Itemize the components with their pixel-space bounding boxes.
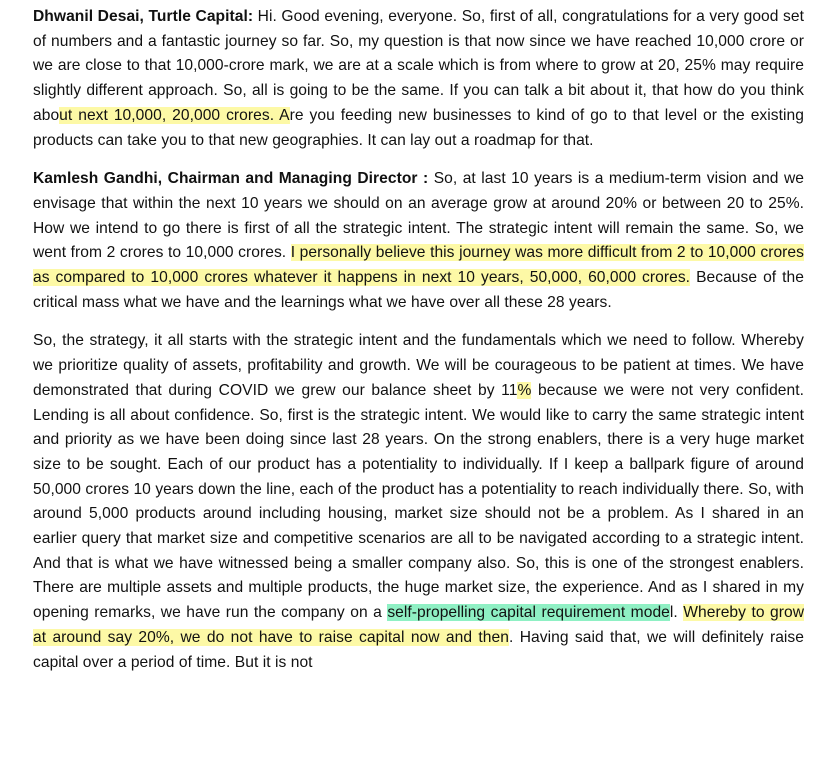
transcript-paragraph-question [33,5,804,153]
speaker-name: Kamlesh Gandhi, Chairman and Managing Director : [33,170,429,188]
speaker-name: Dhwanil Desai, Turtle Capital: [33,8,254,25]
yellow-highlight: I personally believe this journey was more difficult from 2 to 10,000 crores as compared to 10,000 crores whatever it happens in next 10 years, 50,000, 60,000 crores. [33,244,804,287]
transcript-paragraph-continuation [33,329,804,675]
transcript-text: re you feeding new businesses to kind of go to that level or the existing products can take you to that new geographies. It can lay out a roadmap for that. [33,106,804,149]
transcript-text: So, the strategy, it all starts with the strategic intent and the fundamentals which we need to follow. Whereby we prioritize quality of assets, profitability and growth. We will be courageous to be patient at times. We have demonstrated that during COVID we grew our balance sheet by 11 [33,332,804,399]
yellow-highlight: Whereby to grow at around say 20%, we do not have to raise capital now and then [33,604,805,646]
transcript-page [33,5,804,689]
transcript-text: l. [669,604,684,622]
yellow-highlight: % [517,381,532,399]
transcript-text: So, at last 10 years is a medium-term vision and we envisage that within the next 10 years we should on an average grow at around 20% or between 20 to 25%. How we intend to go there is first of all the strategic intent. The strategic intent will remain the same. So, we went from 2 crores to 10,000 crores. [33,170,804,262]
transcript-text: Because of the critical mass what we have and the learnings what we have over all these 28 years. [33,269,804,311]
transcript-text: . Having said that, we will definitely raise capital over a period of time. But it is not [33,628,805,671]
green-highlight: self-propelling capital requirement mode [387,604,670,622]
yellow-highlight: ut next 10,000, 20,000 crores. A [59,106,290,124]
transcript-text: Hi. Good evening, everyone. So, first of all, congratulations for a very good set of numbers and a fantastic journey so far. So, my question is that now since we have reached 10,000 crore or we are close to that 10,000-crore mark, we are at a scale which is from where to grow at 20, 25% may require slightly different approach. So, all is going to be the same. If you can talk a bit about it, that how do you think abo [33,8,804,124]
transcript-text: because we were not very confident. Lending is all about confidence. So, first is the strategic intent. We would like to carry the same strategic intent and priority as we have been doing since last 28 years. On the strong enablers, there is a very huge market size to be sought. Each of our product has a potentiality to individually. If I keep a ballpark figure of around 50,000 crores 10 years down the line, each of the product has a potentiality to reach individually there. So, with around 5,000 products around including housing, market size should not be a problem. As I shared in an earlier query that market size and competitive scenarios are all to be navigated according to a strategic intent. And that is what we have witnessed being a smaller company also. So, this is one of the strongest enablers. There are multiple assets and multiple products, the huge market size, the experience. And as I shared in my opening remarks, we have run the company on a [33,381,805,622]
transcript-paragraph-answer [33,167,804,315]
